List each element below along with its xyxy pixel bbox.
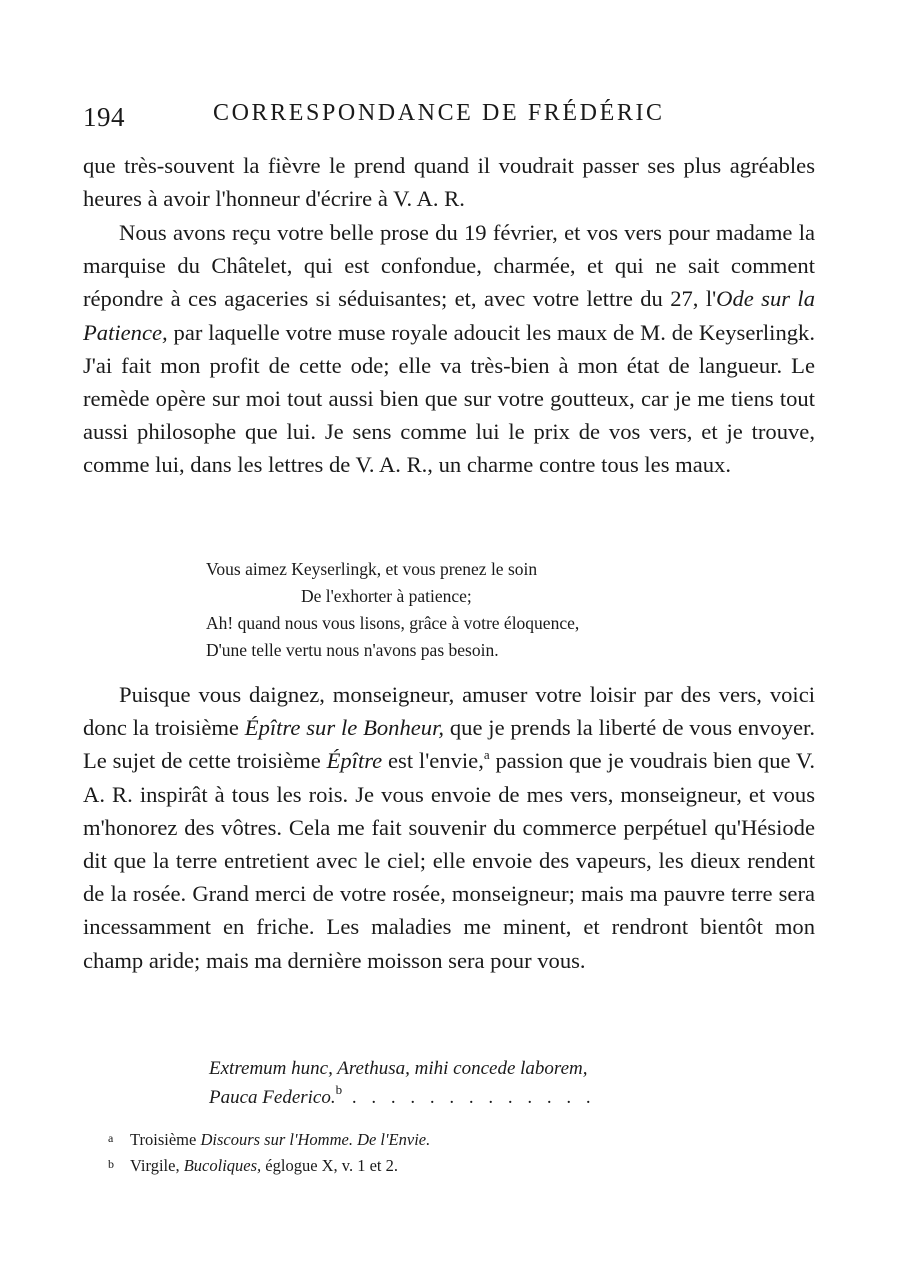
paragraph-text: Nous avons reçu votre belle prose du 19 février, et vos vers pour madame la marquise du Châtelet, qui est confondue, charmée, et qui ne sait comment répondre à ces agaceries si séduisantes; et, avec votre lettre du 27, l': [83, 220, 815, 312]
quote-line: [209, 1083, 596, 1112]
ellipsis-dots: . . . . . . . . . . . . .: [342, 1087, 596, 1108]
verse-line: De l'exhorter à patience;: [301, 586, 472, 606]
footnote-text: Troisième: [130, 1130, 201, 1149]
footnote-text: églogue X, v. 1 et 2.: [261, 1156, 399, 1175]
paragraph-text: que je prends la liberté de vous envoyer. Le sujet de cette troisième: [83, 715, 815, 774]
paragraph-reception: [83, 216, 815, 482]
quote-line: Extremum hunc, Arethusa, mihi concede laborem,: [209, 1058, 588, 1079]
footnote-mark: b: [108, 1157, 114, 1171]
running-header: [83, 100, 818, 134]
footnote-title: Bucoliques,: [183, 1156, 262, 1175]
verse-line: Ah! quand nous vous lisons, grâce à votre éloquence,: [206, 613, 580, 633]
footnote-mark: a: [108, 1131, 114, 1145]
footnote-title: Discours sur l'Homme. De l'Envie.: [200, 1130, 431, 1149]
footnote-text: Virgile,: [130, 1156, 184, 1175]
work-title: Épître sur le Bonheur,: [244, 715, 445, 741]
footnote: [108, 1126, 430, 1152]
paragraph-epistle: [83, 678, 815, 977]
verse-line: D'une telle vertu nous n'avons pas besoin.: [206, 640, 499, 660]
footnote: [108, 1152, 430, 1178]
paragraph-text: est l'envie,: [382, 748, 484, 774]
work-title: Épître: [326, 748, 383, 774]
footnotes: [108, 1126, 430, 1178]
work-title: Ode sur la Patience,: [83, 286, 815, 345]
page-number: 194: [83, 102, 125, 132]
paragraph-text: que très-souvent la fièvre le prend quand il voudrait passer ses plus agréables heures à avoir l'honneur d'écrire à V. A. R.: [83, 153, 815, 212]
footnote-reference[interactable]: b: [335, 1082, 343, 1097]
latin-quote: [209, 1054, 596, 1112]
paragraph-text: par laquelle votre muse royale adoucit les maux de M. de Keyserlingk. J'ai fait mon profit de cette ode; elle va très-bien à mon état de langueur. Le remède opère sur moi tout aussi bien que sur votre goutteux, car je me tiens tout aussi philosophe que lui. Je sens comme lui le prix de vos vers, et je trouve, comme lui, dans les lettres de V. A. R., un charme contre tous les maux.: [83, 319, 815, 478]
verse-line: Vous aimez Keyserlingk, et vous prenez le soin: [206, 559, 538, 579]
footnote-reference[interactable]: a: [483, 747, 490, 763]
quote-text: Pauca Federico.: [209, 1087, 336, 1108]
paragraph-text: Puisque vous daignez, monseigneur, amuser votre loisir par des vers, voici donc la troisième: [83, 682, 815, 741]
running-title: CORRESPONDANCE DE FRÉDÉRIC: [213, 100, 665, 126]
paragraph-continuation: [83, 149, 815, 215]
paragraph-text: passion que je voudrais bien que V. A. R. inspirât à tous les rois. Je vous envoie de mes vers, monseigneur, et vous m'honorez des vôtres. Cela me fait souvenir du commerce perpétuel qu'Hésiode dit que la terre entretient avec le ciel; elle envoie des vapeurs, les dieux rendent de la rosée. Grand merci de votre rosée, monseigneur; mais ma pauvre terre sera incessamment en friche. Les maladies me minent, et rendront bientôt mon champ aride; mais ma dernière moisson sera pour vous.: [83, 748, 815, 973]
verse-block: [206, 556, 579, 664]
